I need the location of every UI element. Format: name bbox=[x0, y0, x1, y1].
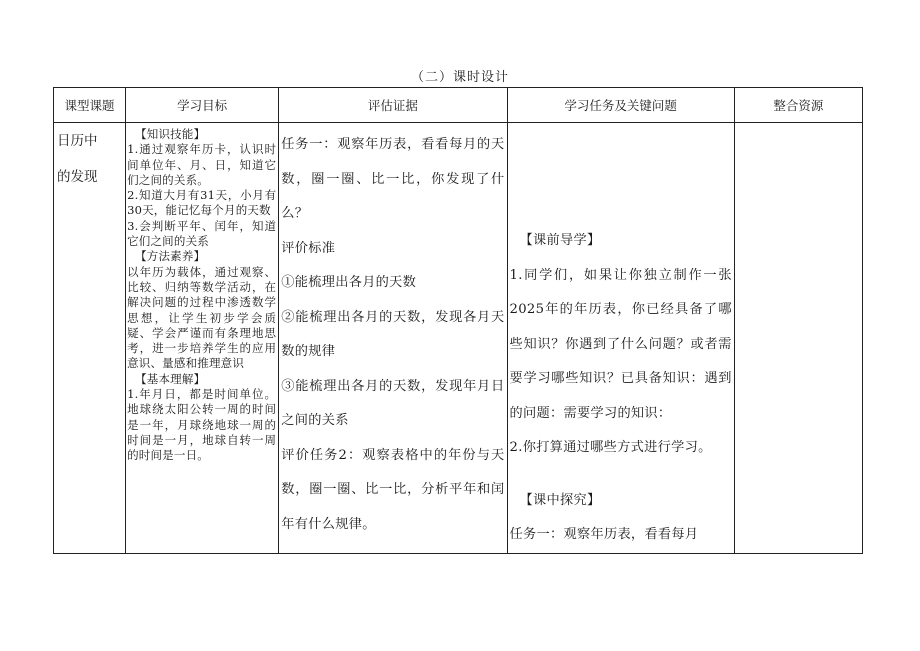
header-resources: 整合资源 bbox=[734, 88, 862, 123]
header-topic: 课型课题 bbox=[54, 88, 126, 123]
basic-heading: 【基本理解】 bbox=[135, 371, 206, 386]
knowledge-heading: 【知识技能】 bbox=[135, 127, 206, 141]
table-row bbox=[54, 123, 863, 554]
pre-class-heading: 【课前导学】 bbox=[519, 233, 601, 248]
evidence-task-2: 评价任务2：观察表格中的年份与天数，圈一圈、比一比，分析平年和闰年有什么规律。 bbox=[281, 447, 505, 532]
resources-cell bbox=[734, 123, 862, 554]
criterion-item: ②能梳理出各月的天数，发现各月天数的规律 bbox=[281, 309, 505, 359]
topic-cell bbox=[54, 123, 126, 554]
header-goals: 学习目标 bbox=[126, 88, 279, 123]
evidence-cell bbox=[279, 123, 507, 554]
goals-cell bbox=[126, 123, 279, 554]
in-class-heading: 【课中探究】 bbox=[519, 492, 601, 508]
header-row bbox=[54, 88, 863, 123]
criterion-item: ③能梳理出各月的天数，发现年月日之间的关系 bbox=[281, 378, 505, 428]
section-title: （二）课时设计 bbox=[410, 70, 509, 85]
topic-line: 日历中 bbox=[57, 133, 98, 149]
lesson-design-table bbox=[53, 87, 863, 554]
criteria-heading: 评价标准 bbox=[281, 240, 336, 256]
evidence-task-1: 任务一：观察年历表，看看每月的天数，圈一圈、比一比，你发现了什么？ bbox=[281, 137, 505, 221]
header-tasks: 学习任务及关键问题 bbox=[507, 88, 734, 123]
knowledge-item: 2.知道大月有31天，小月有30天，能记忆每个月的天数 bbox=[127, 188, 277, 218]
tasks-cell bbox=[507, 123, 734, 554]
method-text: 以年历为载体，通过观察、比较、归纳等数学活动，在解决问题的过程中渗透数学思想，让学生初步学会质疑、学会严谨而有条理地思考，进一步培养学生的应用意识、量感和推理意识 bbox=[127, 264, 277, 371]
pre-class-item: 2.你打算通过哪些方式进行学习。 bbox=[509, 440, 712, 455]
knowledge-item: 3.会判断平年、闰年，知道它们之间的关系 bbox=[127, 218, 277, 249]
knowledge-item: 1.通过观察年历卡，认识时间单位年、月、日，知道它们之间的关系。 bbox=[127, 142, 277, 187]
topic-line: 的发现 bbox=[57, 169, 98, 185]
basic-text: 1.年月日，都是时间单位。地球绕太阳公转一周的时间是一年，月球绕地球一周的时间是一月，地球自转一周的时间是一日。 bbox=[127, 387, 277, 463]
in-class-task: 任务一：观察年历表，看看每月 bbox=[509, 527, 699, 542]
pre-class-item: 1.同学们，如果让你独立制作一张2025年的年历表，你已经具备了哪些知识？你遇到了什么问题？或者需要学习哪些知识？已具备知识：遇到的问题：需要学习的知识： bbox=[509, 267, 732, 421]
method-heading: 【方法素养】 bbox=[135, 249, 206, 264]
criterion-item: ①能梳理出各月的天数 bbox=[281, 275, 417, 290]
header-evidence: 评估证据 bbox=[279, 88, 507, 123]
